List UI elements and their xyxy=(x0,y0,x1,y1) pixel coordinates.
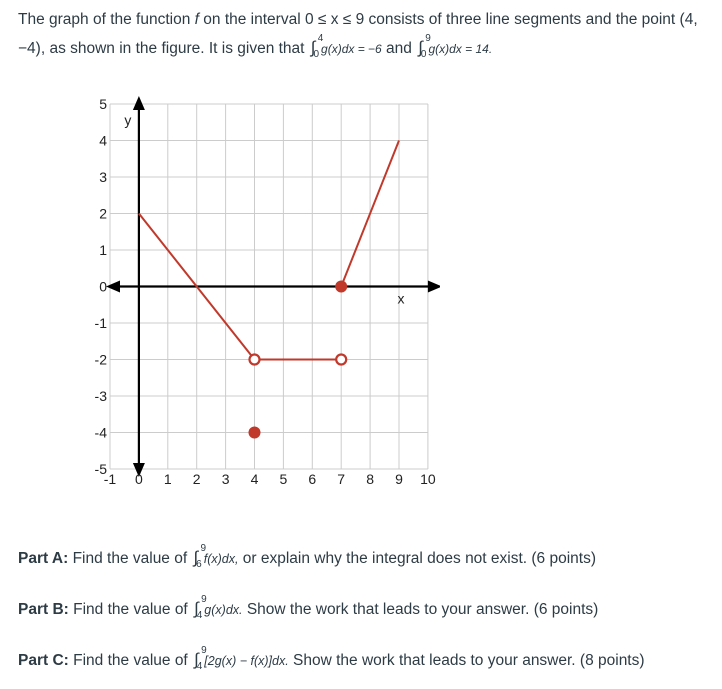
x-tick-0: 0 xyxy=(135,471,143,487)
y-tick-5: 5 xyxy=(99,96,107,112)
y-tick-0: 0 xyxy=(99,278,107,295)
x-tick-4: 4 xyxy=(250,471,259,487)
open-point-4--2 xyxy=(250,355,260,365)
integral-2g-minus-f-4-9: ∫ 9 4 [2g(x) − f(x)]dx. xyxy=(194,645,289,672)
y-tick--4: -4 xyxy=(94,424,107,441)
y-tick-3: 3 xyxy=(99,169,107,185)
y-tick--2: -2 xyxy=(94,351,107,368)
tick-labels xyxy=(95,96,436,487)
x-tick-10: 10 xyxy=(420,471,436,487)
y-tick--1: -1 xyxy=(94,315,107,331)
x-tick-1: 1 xyxy=(163,471,172,487)
y-tick--3: -3 xyxy=(94,388,107,404)
x-tick-2: 2 xyxy=(192,471,201,487)
x-tick-5: 5 xyxy=(279,471,288,487)
closed-point-7-0 xyxy=(335,281,347,293)
open-point-7--2 xyxy=(336,355,346,365)
part-b: Part B: Find the value of ∫ 9 4 g(x)dx. Show the work that leads to your answer. (6 points) xyxy=(18,587,718,638)
function-name: f xyxy=(194,11,199,28)
x-axis-arrow-right xyxy=(428,281,440,293)
x-tick-9: 9 xyxy=(395,471,403,487)
x-axis-arrow-left xyxy=(106,281,120,293)
closed-point-4--4 xyxy=(249,427,261,439)
y-tick-2: 2 xyxy=(99,205,107,222)
part-a: Part A: Find the value of ∫ 9 6 f(x)dx, or explain why the integral does not exist. (6 points) xyxy=(18,536,718,587)
and-text: and xyxy=(386,40,412,57)
x-tick-8: 8 xyxy=(366,471,374,487)
y-tick-4: 4 xyxy=(99,132,107,149)
y-axis-arrow-up xyxy=(133,96,145,110)
y-tick-1: 1 xyxy=(99,242,107,258)
x-axis-label: x xyxy=(397,290,405,307)
integral-g-0-9: ∫ 9 0 g(x)dx = 14. xyxy=(418,33,493,60)
integral-f-6-9: ∫ 9 6 f(x)dx, xyxy=(193,543,239,570)
plot-marks xyxy=(139,141,399,439)
problem-text-1: The graph of the function xyxy=(18,11,191,28)
part-c: Part C: Find the value of ∫ 9 4 [2g(x) − f(x)]dx. Show the work that leads to your answer. (8 points) xyxy=(18,638,718,689)
question-parts xyxy=(18,536,718,689)
x-tick-6: 6 xyxy=(308,471,317,487)
function-graph xyxy=(80,90,440,490)
integral-g-0-4: ∫ 4 0 g(x)dx = −6 xyxy=(310,33,382,60)
x-tick--1: -1 xyxy=(103,471,117,487)
problem-text-2: −4), as shown in the figure. It is given that xyxy=(18,40,305,57)
integral-g-4-9: ∫ 9 4 g(x)dx. xyxy=(194,594,243,621)
y-tick--5: -5 xyxy=(94,461,107,477)
problem-statement xyxy=(18,6,718,69)
x-tick-7: 7 xyxy=(337,471,346,487)
problem-text-1b: on the interval 0 ≤ x ≤ 9 consists of three line segments and the point (4, xyxy=(203,11,698,28)
x-tick-3: 3 xyxy=(221,471,230,487)
y-axis-label: y xyxy=(124,112,132,128)
axes xyxy=(106,96,440,477)
